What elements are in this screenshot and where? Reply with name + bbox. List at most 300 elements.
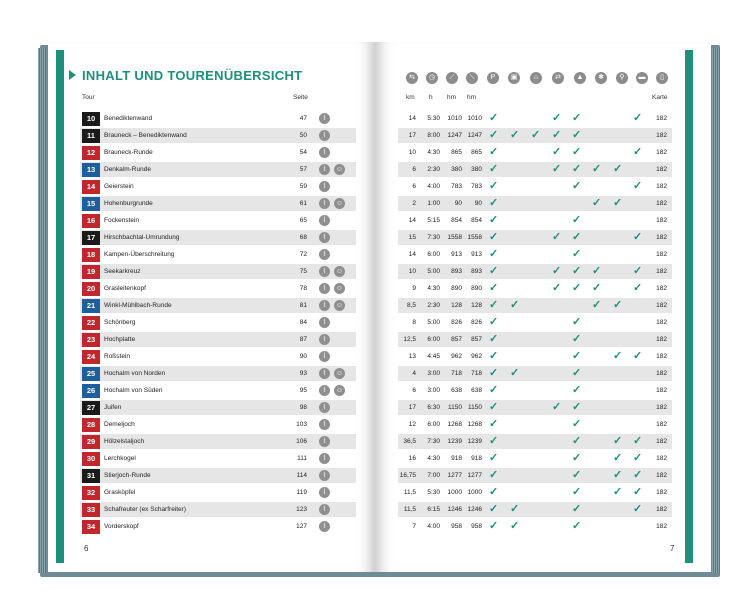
checkmark-icon: ✓ <box>572 316 582 328</box>
checkmark-icon: ✓ <box>489 282 499 294</box>
tour-number-badge: 14 <box>82 180 100 194</box>
tour-km: 17 <box>408 132 416 139</box>
tour-descent: 854 <box>471 217 482 224</box>
checkmark-icon: ✓ <box>633 503 643 515</box>
tour-ascent: 1246 <box>447 506 462 513</box>
checkmark-icon: ✓ <box>489 146 499 158</box>
tour-page: 84 <box>299 319 307 326</box>
tour-duration: 6:15 <box>427 506 440 513</box>
tour-ascent: 128 <box>451 302 462 309</box>
tour-descent: 718 <box>471 370 482 377</box>
checkmark-icon: ✓ <box>489 520 499 532</box>
hut-icon: ⌂ <box>530 72 542 84</box>
tour-km: 8 <box>412 319 416 326</box>
tour-number-badge: 13 <box>82 163 100 177</box>
difficulty-icon: ⌇ <box>319 504 330 515</box>
child-friendly-icon: ☺ <box>335 268 344 275</box>
tour-duration: 5:00 <box>427 268 440 275</box>
checkmark-icon: ✓ <box>572 333 582 345</box>
tour-ascent: 854 <box>451 217 462 224</box>
tour-km: 9 <box>412 285 416 292</box>
tour-name: Winkl-Mühlbach-Runde <box>104 302 172 309</box>
tour-number-badge: 18 <box>82 248 100 262</box>
parking-icon: P <box>487 72 499 84</box>
tour-descent: 1000 <box>467 489 482 496</box>
page-edges-left <box>38 48 46 573</box>
column-header-seite: Seite <box>293 94 308 101</box>
checkmark-icon: ✓ <box>572 452 582 464</box>
tour-page: 65 <box>299 217 307 224</box>
checkmark-icon: ✓ <box>592 265 602 277</box>
tour-number-badge: 31 <box>82 469 100 483</box>
tour-descent: 958 <box>471 523 482 530</box>
tour-number-badge: 20 <box>82 282 100 296</box>
tour-name: Lerchkogel <box>104 455 136 462</box>
tour-ascent: 1239 <box>447 438 462 445</box>
tour-ascent: 962 <box>451 353 462 360</box>
tour-map-number: 182 <box>656 438 667 445</box>
checkmark-icon: ✓ <box>572 486 582 498</box>
tour-page: 111 <box>297 455 307 462</box>
tour-map-number: 182 <box>656 506 667 513</box>
tour-descent: 857 <box>471 336 482 343</box>
tour-map-number: 182 <box>656 132 667 139</box>
page-edges-right <box>712 48 720 573</box>
tour-duration: 2:30 <box>427 166 440 173</box>
checkmark-icon: ✓ <box>572 520 582 532</box>
tour-page: 47 <box>299 115 307 122</box>
column-header-hm-up: hm <box>447 94 457 101</box>
tour-number-badge: 26 <box>82 384 100 398</box>
tour-km: 14 <box>408 251 416 258</box>
tour-number-badge: 10 <box>82 112 100 126</box>
checkmark-icon: ✓ <box>489 197 499 209</box>
tour-map-number: 182 <box>656 166 667 173</box>
checkmark-icon: ✓ <box>592 197 602 209</box>
page-number-right: 7 <box>670 544 675 553</box>
tour-map-number: 182 <box>656 234 667 241</box>
tour-km: 6 <box>412 166 416 173</box>
tour-page: 54 <box>299 149 307 156</box>
tour-page: 106 <box>296 438 307 445</box>
tour-number-badge: 32 <box>82 486 100 500</box>
tour-number-badge: 24 <box>82 350 100 364</box>
tour-descent: 1268 <box>467 421 482 428</box>
tour-km: 10 <box>408 268 416 275</box>
difficulty-icon: ⌇ <box>319 368 330 379</box>
tour-number-badge: 27 <box>82 401 100 415</box>
tour-descent: 1247 <box>467 132 482 139</box>
checkmark-icon: ✓ <box>489 452 499 464</box>
tour-duration: 4:45 <box>427 353 440 360</box>
difficulty-icon: ⌇ <box>319 283 330 294</box>
checkmark-icon: ✓ <box>592 282 602 294</box>
tour-duration: 8:00 <box>427 132 440 139</box>
tour-km: 13 <box>408 353 416 360</box>
checkmark-icon: ✓ <box>572 265 582 277</box>
tour-name: Seekarkreuz <box>104 268 141 275</box>
tour-duration: 6:30 <box>427 404 440 411</box>
checkmark-icon: ✓ <box>489 401 499 413</box>
cablecar-icon: ⇄ <box>552 72 564 84</box>
column-header-km: km <box>406 94 415 101</box>
tour-descent: 918 <box>471 455 482 462</box>
tour-duration: 4:00 <box>427 523 440 530</box>
tour-km: 12 <box>408 421 416 428</box>
checkmark-icon: ✓ <box>613 299 623 311</box>
tour-km: 10 <box>408 149 416 156</box>
checkmark-icon: ✓ <box>633 350 643 362</box>
checkmark-icon: ✓ <box>489 180 499 192</box>
tour-map-number: 182 <box>656 200 667 207</box>
checkmark-icon: ✓ <box>552 282 562 294</box>
checkmark-icon: ✓ <box>633 112 643 124</box>
car-icon: ▬ <box>636 72 648 84</box>
difficulty-icon: ⌇ <box>319 266 330 277</box>
tour-page: 95 <box>299 387 307 394</box>
checkmark-icon: ✓ <box>510 367 520 379</box>
tour-ascent: 718 <box>451 370 462 377</box>
tour-name: Vorderskopf <box>104 523 139 530</box>
tour-descent: 380 <box>471 166 482 173</box>
tour-map-number: 182 <box>656 472 667 479</box>
difficulty-icon: ⌇ <box>319 130 330 141</box>
column-header-karte: Karte <box>652 94 668 101</box>
tour-page: 114 <box>296 472 307 479</box>
checkmark-icon: ✓ <box>552 129 562 141</box>
tour-duration: 5:00 <box>427 319 440 326</box>
checkmark-icon: ✓ <box>572 112 582 124</box>
child-friendly-icon: ☺ <box>335 370 344 377</box>
tour-number-badge: 19 <box>82 265 100 279</box>
difficulty-icon: ⌇ <box>319 334 330 345</box>
checkmark-icon: ✓ <box>572 435 582 447</box>
difficulty-icon: ⌇ <box>319 453 330 464</box>
tour-page: 75 <box>299 268 307 275</box>
tour-map-number: 182 <box>656 115 667 122</box>
phone-icon: ▯ <box>656 72 668 84</box>
difficulty-icon: ⌇ <box>319 317 330 328</box>
checkmark-icon: ✓ <box>613 486 623 498</box>
tour-duration: 1:00 <box>427 200 440 207</box>
tour-ascent: 1150 <box>448 404 462 411</box>
tour-number-badge: 11 <box>82 129 100 143</box>
tour-km: 14 <box>408 115 416 122</box>
checkmark-icon: ✓ <box>633 146 643 158</box>
checkmark-icon: ✓ <box>613 435 623 447</box>
checkmark-icon: ✓ <box>552 231 562 243</box>
difficulty-icon: ⌇ <box>319 521 330 532</box>
tour-name: Benediktenwand <box>104 115 153 122</box>
tour-name: Schönberg <box>104 319 136 326</box>
checkmark-icon: ✓ <box>489 163 499 175</box>
tour-descent: 890 <box>471 285 482 292</box>
tour-duration: 6:00 <box>427 421 440 428</box>
tour-descent: 1277 <box>467 472 482 479</box>
difficulty-icon: ⌇ <box>319 470 330 481</box>
tour-duration: 4:30 <box>427 149 440 156</box>
tour-map-number: 182 <box>656 523 667 530</box>
checkmark-icon: ✓ <box>633 265 643 277</box>
tour-map-number: 182 <box>656 149 667 156</box>
tour-map-number: 182 <box>656 285 667 292</box>
tour-descent: 913 <box>471 251 482 258</box>
checkmark-icon: ✓ <box>592 163 602 175</box>
tour-km: 8,5 <box>406 302 416 309</box>
difficulty-icon: ⌇ <box>319 436 330 447</box>
checkmark-icon: ✓ <box>489 248 499 260</box>
tour-descent: 783 <box>471 183 482 190</box>
tour-duration: 4:30 <box>427 285 440 292</box>
green-margin-bar-left <box>56 50 64 563</box>
checkmark-icon: ✓ <box>489 384 499 396</box>
checkmark-icon: ✓ <box>510 520 520 532</box>
tour-number-badge: 30 <box>82 452 100 466</box>
checkmark-icon: ✓ <box>572 180 582 192</box>
tour-number-badge: 22 <box>82 316 100 330</box>
checkmark-icon: ✓ <box>572 384 582 396</box>
checkmark-icon: ✓ <box>489 333 499 345</box>
tour-km: 7 <box>412 523 416 530</box>
tour-name: Grasleitenkopf <box>104 285 146 292</box>
tour-page: 72 <box>299 251 307 258</box>
tour-page: 50 <box>299 132 307 139</box>
checkmark-icon: ✓ <box>552 163 562 175</box>
tour-km: 15 <box>408 234 416 241</box>
difficulty-icon: ⌇ <box>319 402 330 413</box>
checkmark-icon: ✓ <box>572 367 582 379</box>
tour-name: Demeljoch <box>104 421 135 428</box>
checkmark-icon: ✓ <box>572 350 582 362</box>
checkmark-icon: ✓ <box>592 299 602 311</box>
tour-number-badge: 23 <box>82 333 100 347</box>
child-friendly-icon: ☺ <box>335 166 344 173</box>
signpost-icon: ⇆ <box>406 72 418 84</box>
checkmark-icon: ✓ <box>552 265 562 277</box>
tour-descent: 826 <box>471 319 482 326</box>
checkmark-icon: ✓ <box>489 214 499 226</box>
tour-name: Juifen <box>104 404 122 411</box>
child-friendly-icon: ☺ <box>335 200 344 207</box>
tour-km: 2 <box>412 200 416 207</box>
tour-name: Hochplatte <box>104 336 136 343</box>
checkmark-icon: ✓ <box>510 503 520 515</box>
tour-descent: 865 <box>471 149 482 156</box>
tour-descent: 1010 <box>467 115 482 122</box>
tour-ascent: 918 <box>451 455 462 462</box>
tour-name: Brauneck-Runde <box>104 149 153 156</box>
tour-km: 36,5 <box>403 438 416 445</box>
difficulty-icon: ⌇ <box>319 419 330 430</box>
tour-duration: 4:00 <box>427 183 440 190</box>
checkmark-icon: ✓ <box>633 486 643 498</box>
clock-icon: ◷ <box>426 72 438 84</box>
tour-duration: 7:30 <box>427 234 440 241</box>
difficulty-icon: ⌇ <box>319 300 330 311</box>
tour-duration: 5:30 <box>427 115 440 122</box>
title-arrow-icon <box>69 70 76 80</box>
checkmark-icon: ✓ <box>633 469 643 481</box>
tour-duration: 3:00 <box>427 370 440 377</box>
tour-number-badge: 21 <box>82 299 100 313</box>
tour-ascent: 826 <box>451 319 462 326</box>
tour-duration: 5:30 <box>427 489 440 496</box>
tour-number-badge: 12 <box>82 146 100 160</box>
tour-page: 81 <box>299 302 307 309</box>
page-number-left: 6 <box>84 544 89 553</box>
checkmark-icon: ✓ <box>489 265 499 277</box>
tour-number-badge: 33 <box>82 503 100 517</box>
column-header-h: h <box>429 94 433 101</box>
tour-duration: 3:00 <box>427 387 440 394</box>
difficulty-icon: ⌇ <box>319 351 330 362</box>
checkmark-icon: ✓ <box>489 350 499 362</box>
tour-descent: 1239 <box>467 438 482 445</box>
tour-map-number: 182 <box>656 183 667 190</box>
difficulty-icon: ⌇ <box>319 232 330 243</box>
bus-icon: ▣ <box>508 72 520 84</box>
tour-map-number: 182 <box>656 370 667 377</box>
tour-name: Kampen-Überschreitung <box>104 251 175 258</box>
checkmark-icon: ✓ <box>613 452 623 464</box>
tour-name: Hölzelstaljoch <box>104 438 145 445</box>
summit-icon: ▲ <box>574 72 586 84</box>
descent-icon: ⟍ <box>466 72 478 84</box>
tour-descent: 90 <box>474 200 482 207</box>
tour-duration: 7:30 <box>427 438 440 445</box>
tour-name: Denkalm-Runde <box>104 166 151 173</box>
tour-page: 78 <box>299 285 307 292</box>
checkmark-icon: ✓ <box>572 418 582 430</box>
tour-km: 11,5 <box>403 489 416 496</box>
checkmark-icon: ✓ <box>489 503 499 515</box>
tour-km: 16,75 <box>399 472 416 479</box>
tour-map-number: 182 <box>656 387 667 394</box>
checkmark-icon: ✓ <box>572 214 582 226</box>
tour-map-number: 182 <box>656 217 667 224</box>
checkmark-icon: ✓ <box>489 112 499 124</box>
tour-number-badge: 25 <box>82 367 100 381</box>
checkmark-icon: ✓ <box>489 418 499 430</box>
tour-page: 93 <box>299 370 307 377</box>
tour-map-number: 182 <box>656 489 667 496</box>
tour-number-badge: 16 <box>82 214 100 228</box>
tour-name: Stierjoch-Runde <box>104 472 151 479</box>
tour-name: Geierstein <box>104 183 134 190</box>
tour-number-badge: 15 <box>82 197 100 211</box>
checkmark-icon: ✓ <box>633 452 643 464</box>
tour-page: 127 <box>296 523 307 530</box>
difficulty-icon: ⌇ <box>319 385 330 396</box>
checkmark-icon: ✓ <box>572 231 582 243</box>
column-header-tour: Tour <box>82 94 95 101</box>
child-friendly-icon: ☺ <box>335 285 344 292</box>
checkmark-icon: ✓ <box>489 486 499 498</box>
tour-km: 16 <box>408 455 416 462</box>
tour-map-number: 182 <box>656 404 667 411</box>
tour-map-number: 182 <box>656 268 667 275</box>
tour-page: 98 <box>299 404 307 411</box>
tour-number-badge: 17 <box>82 231 100 245</box>
tour-km: 12,5 <box>403 336 416 343</box>
tour-name: Hochalm von Norden <box>104 370 166 377</box>
tour-page: 119 <box>296 489 307 496</box>
tour-ascent: 1010 <box>447 115 462 122</box>
difficulty-icon: ⌇ <box>319 487 330 498</box>
checkmark-icon: ✓ <box>613 197 623 209</box>
tour-duration: 6:00 <box>427 336 440 343</box>
difficulty-icon: ⌇ <box>319 113 330 124</box>
tour-page: 61 <box>299 200 307 207</box>
tour-number-badge: 34 <box>82 520 100 534</box>
checkmark-icon: ✓ <box>572 401 582 413</box>
tour-descent: 128 <box>471 302 482 309</box>
tour-ascent: 1558 <box>447 234 462 241</box>
tour-duration: 2:30 <box>427 302 440 309</box>
tour-descent: 893 <box>471 268 482 275</box>
green-margin-bar-right <box>685 50 693 563</box>
tour-ascent: 865 <box>451 149 462 156</box>
tour-ascent: 783 <box>451 183 462 190</box>
checkmark-icon: ✓ <box>489 316 499 328</box>
tour-name: Hohenburgrunde <box>104 200 153 207</box>
difficulty-icon: ⌇ <box>319 181 330 192</box>
tour-descent: 1558 <box>467 234 482 241</box>
tour-duration: 5:15 <box>427 217 440 224</box>
tour-km: 4 <box>412 370 416 377</box>
difficulty-icon: ⌇ <box>319 147 330 158</box>
tour-ascent: 958 <box>451 523 462 530</box>
tour-km: 6 <box>412 183 416 190</box>
tour-duration: 6:00 <box>427 251 440 258</box>
checkmark-icon: ✓ <box>510 129 520 141</box>
tour-map-number: 182 <box>656 319 667 326</box>
tour-ascent: 90 <box>454 200 462 207</box>
tour-descent: 1150 <box>468 404 482 411</box>
tour-map-number: 182 <box>656 336 667 343</box>
ascent-icon: ⟋ <box>446 72 458 84</box>
checkmark-icon: ✓ <box>633 231 643 243</box>
checkmark-icon: ✓ <box>552 146 562 158</box>
tour-duration: 4:30 <box>427 455 440 462</box>
checkmark-icon: ✓ <box>489 231 499 243</box>
tour-km: 6 <box>412 387 416 394</box>
tour-ascent: 1268 <box>447 421 462 428</box>
checkmark-icon: ✓ <box>489 367 499 379</box>
bike-icon: ⚲ <box>616 72 628 84</box>
checkmark-icon: ✓ <box>510 299 520 311</box>
checkmark-icon: ✓ <box>572 469 582 481</box>
checkmark-icon: ✓ <box>489 129 499 141</box>
tour-km: 14 <box>408 217 416 224</box>
tour-map-number: 182 <box>656 421 667 428</box>
tour-number-badge: 28 <box>82 418 100 432</box>
tour-number-badge: 29 <box>82 435 100 449</box>
tour-ascent: 1277 <box>447 472 462 479</box>
tour-map-number: 182 <box>656 353 667 360</box>
tour-name: Hirschbachtal-Umrundung <box>104 234 180 241</box>
child-friendly-icon: ☺ <box>335 302 344 309</box>
checkmark-icon: ✓ <box>633 180 643 192</box>
tour-ascent: 893 <box>451 268 462 275</box>
tour-name: Roßstein <box>104 353 131 360</box>
column-header-hm-down: hm <box>467 94 477 101</box>
tour-ascent: 380 <box>451 166 462 173</box>
tour-page: 59 <box>299 183 307 190</box>
tour-descent: 638 <box>471 387 482 394</box>
winter-icon: ✱ <box>595 72 607 84</box>
tour-descent: 1246 <box>467 506 482 513</box>
